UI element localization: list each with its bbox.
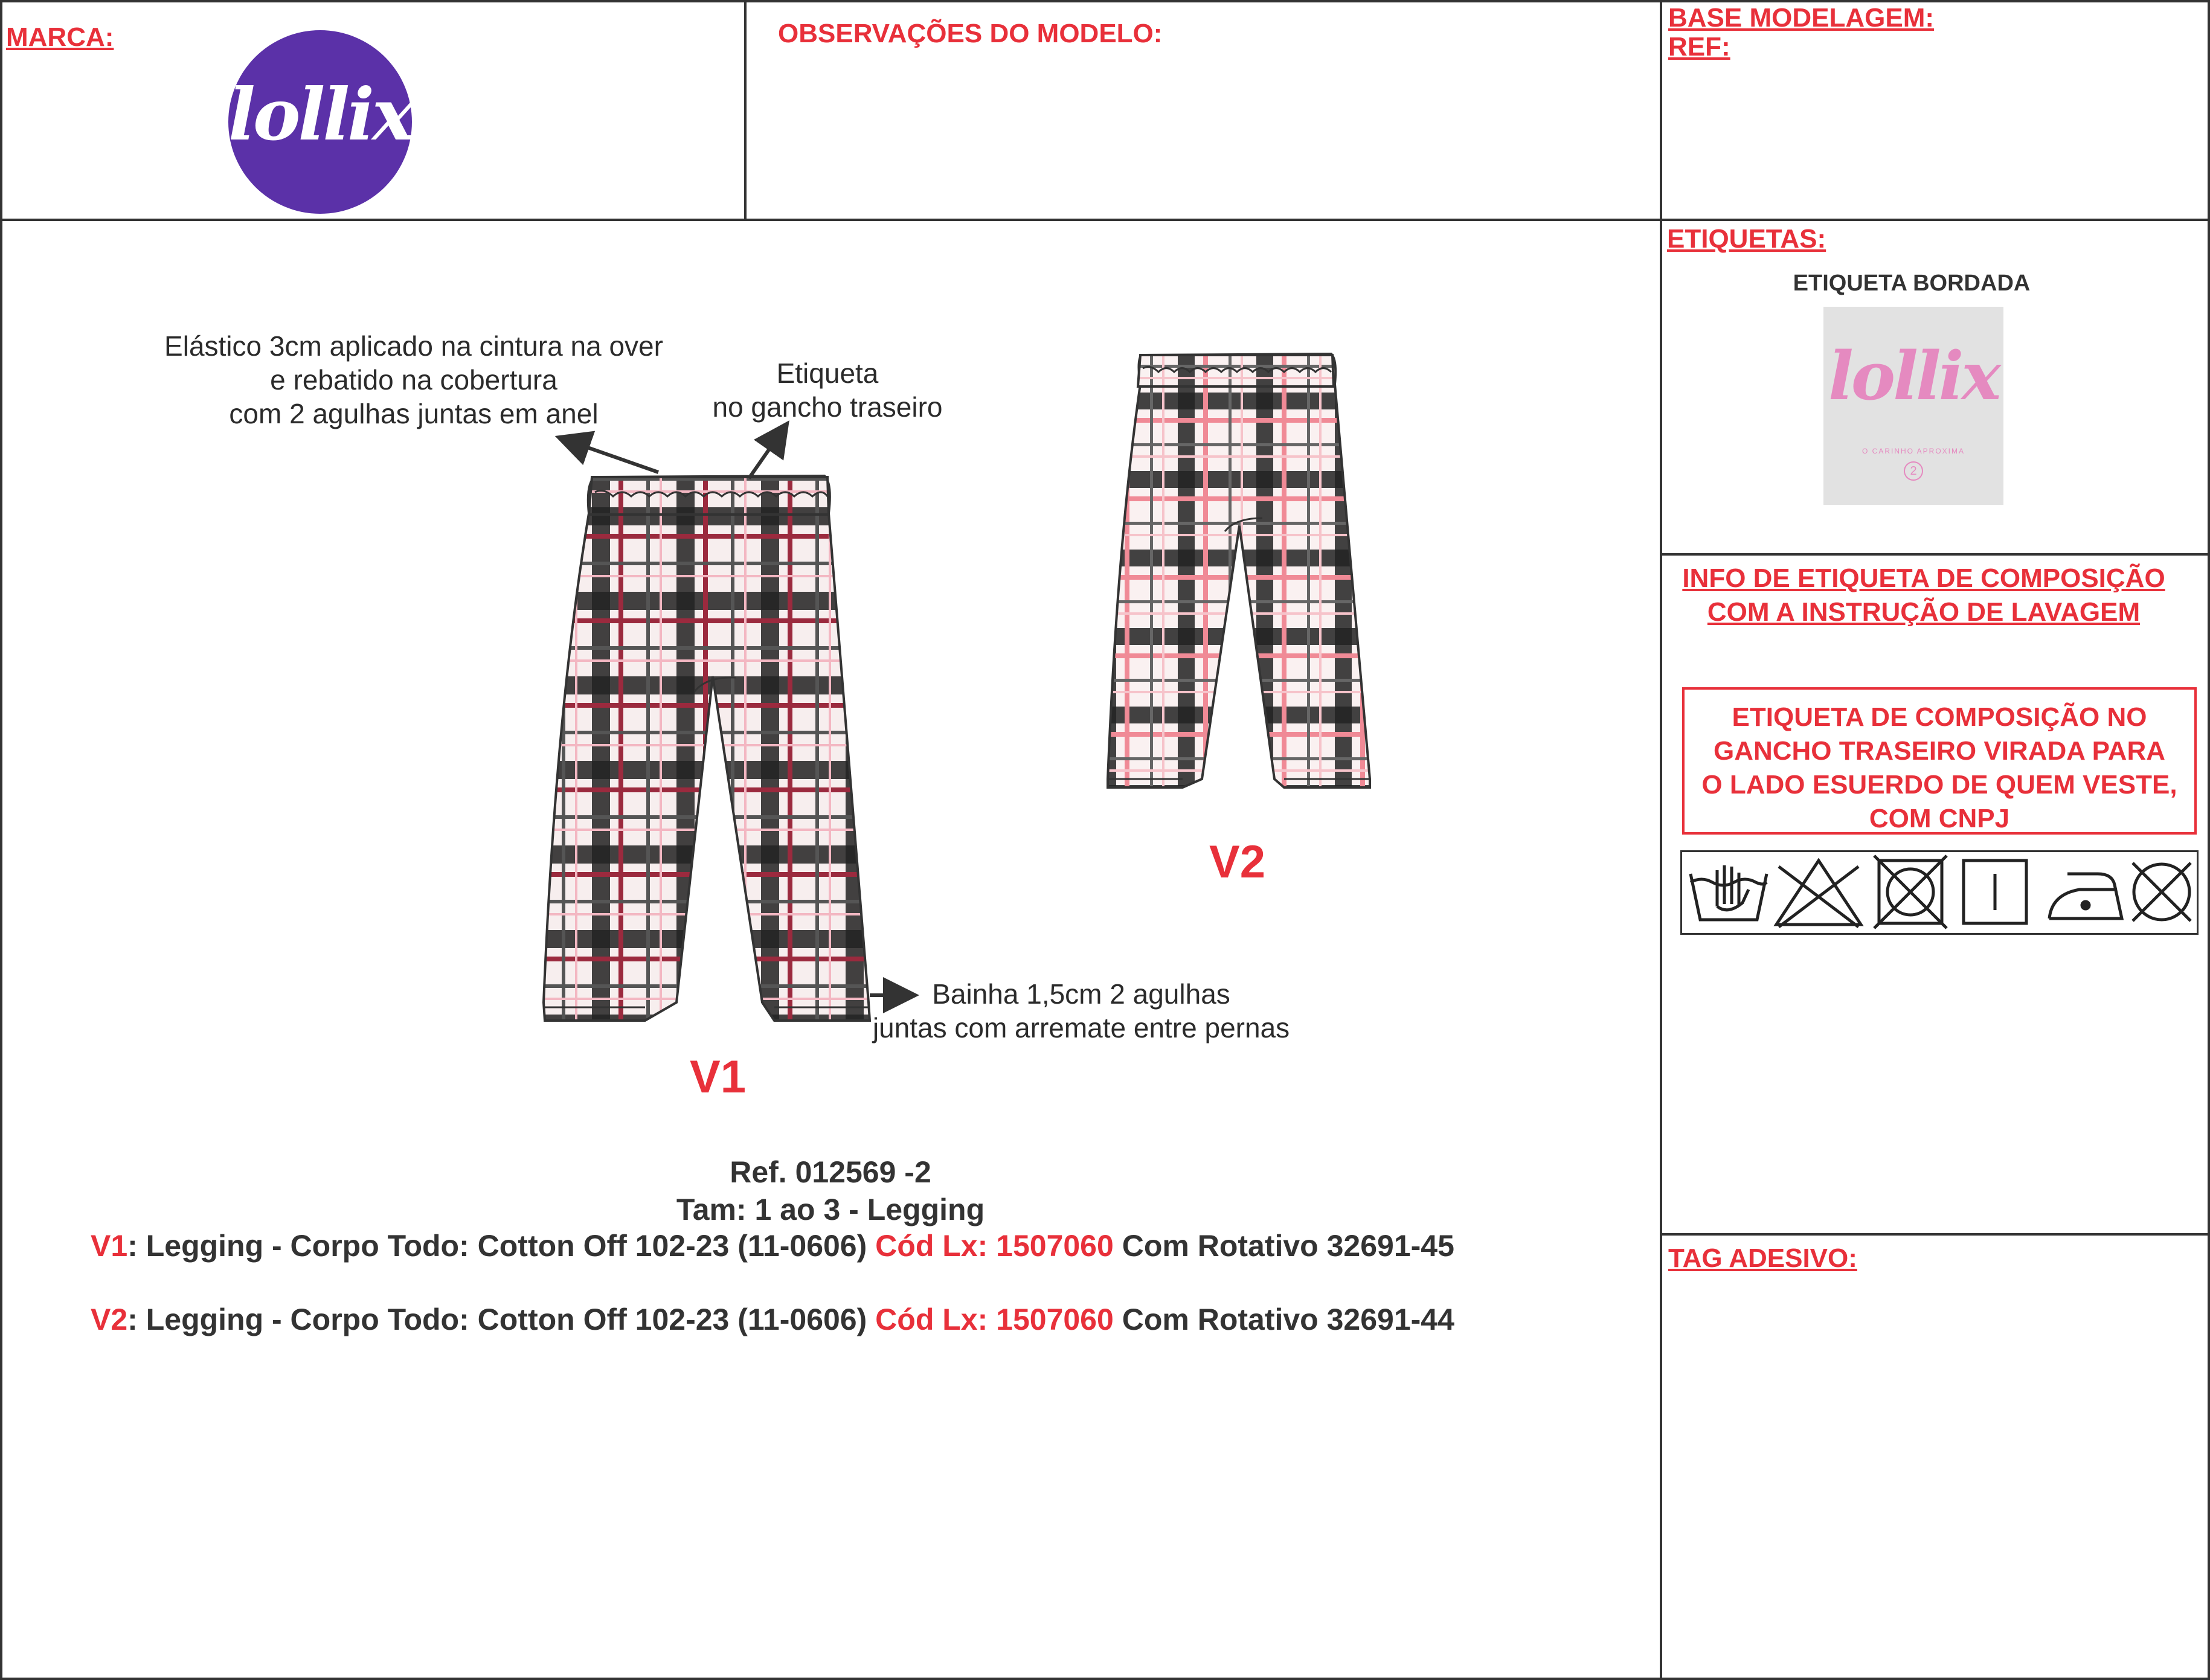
elastic-arrow	[562, 438, 658, 472]
spec-code: Cód Lx: 1507060	[875, 1229, 1114, 1263]
spec-code: Cód Lx: 1507060	[875, 1303, 1114, 1336]
spec-line-v2	[91, 1302, 1454, 1337]
no-bleach-icon	[1776, 861, 1861, 927]
spec-description: : Legging - Corpo Todo: Cotton Off 102-23 (11-0606)	[127, 1229, 876, 1263]
elastic-note-line-3: com 2 agulhas juntas em anel	[229, 398, 599, 429]
sidebar-row-divider-1	[1661, 219, 2210, 221]
embroidered-tag	[1823, 307, 2003, 505]
label-arrow	[749, 426, 785, 478]
no-tumble-dry-icon	[1874, 856, 1947, 928]
hem-note-line-2: juntas com arremate entre pernas	[872, 1012, 1290, 1044]
legging-v2-drawing	[1108, 354, 1370, 787]
no-dry-clean-icon	[2133, 863, 2191, 921]
tag-logo-text: lollix	[1828, 337, 1999, 415]
spec-line-v1	[91, 1228, 1454, 1263]
ref-label: REF:	[1668, 32, 1730, 62]
sidebar-row-divider-3	[1661, 1233, 2210, 1236]
tag-caption: ETIQUETA BORDADA	[1793, 271, 2031, 296]
composition-box-line-1: ETIQUETA DE COMPOSIÇÃO NO	[1732, 702, 2147, 732]
spec-rotativo: Com Rotativo 32691-45	[1113, 1229, 1454, 1263]
reference-code: Ref. 012569 -2	[730, 1155, 931, 1189]
composition-title-line-2: COM A INSTRUÇÃO DE LAVAGEM	[1707, 597, 2141, 627]
composition-label-box	[1682, 687, 2197, 835]
spec-variant: V1	[91, 1229, 128, 1263]
hand-wash-icon	[1691, 865, 1767, 920]
reference-block	[0, 1153, 1661, 1228]
care-symbols	[1680, 850, 2199, 935]
base-modelagem-label: BASE MODELAGEM:	[1668, 3, 1934, 33]
composition-title	[1661, 562, 2186, 629]
variant-label-v1: V1	[690, 1051, 746, 1103]
spec-description: : Legging - Corpo Todo: Cotton Off 102-23 (11-0606)	[127, 1303, 876, 1336]
composition-box-line-2: GANCHO TRASEIRO VIRADA PARA	[1713, 736, 2166, 766]
elastic-note-line-1: Elástico 3cm aplicado na cintura na over	[164, 330, 663, 362]
label-note-line-1: Etiqueta	[776, 357, 879, 389]
composition-title-line-1: INFO DE ETIQUETA DE COMPOSIÇÃO	[1682, 563, 2165, 593]
iron-low-icon	[2049, 874, 2122, 919]
tag-slogan: O CARINHO APROXIMA	[1861, 447, 1965, 455]
composition-box-line-3: O LADO ESUERDO DE QUEM VESTE,	[1701, 770, 2177, 800]
legging-v1-drawing	[544, 476, 870, 1021]
marca-label: MARCA:	[6, 22, 114, 52]
label-note-line-2: no gancho traseiro	[712, 391, 943, 423]
brand-logo-text: lollix	[228, 72, 413, 156]
observacoes-label: OBSERVAÇÕES DO MODELO:	[778, 19, 1163, 48]
variant-label-v2: V2	[1209, 836, 1265, 888]
tag-adesivo-label: TAG ADESIVO:	[1668, 1243, 1857, 1273]
sidebar-row-divider-2	[1661, 553, 2210, 556]
elastic-note-line-2: e rebatido na cobertura	[270, 364, 557, 396]
tag-size-badge: 2	[1904, 461, 1923, 481]
line-dry-icon	[1964, 861, 2026, 923]
size-range: Tam: 1 ao 3 - Legging	[676, 1193, 985, 1226]
composition-box-line-4: COM CNPJ	[1869, 804, 2010, 833]
etiquetas-label: ETIQUETAS:	[1667, 224, 1826, 254]
hem-note-line-1: Bainha 1,5cm 2 agulhas	[932, 978, 1230, 1010]
spec-variant: V2	[91, 1303, 128, 1336]
spec-rotativo: Com Rotativo 32691-44	[1113, 1303, 1454, 1336]
